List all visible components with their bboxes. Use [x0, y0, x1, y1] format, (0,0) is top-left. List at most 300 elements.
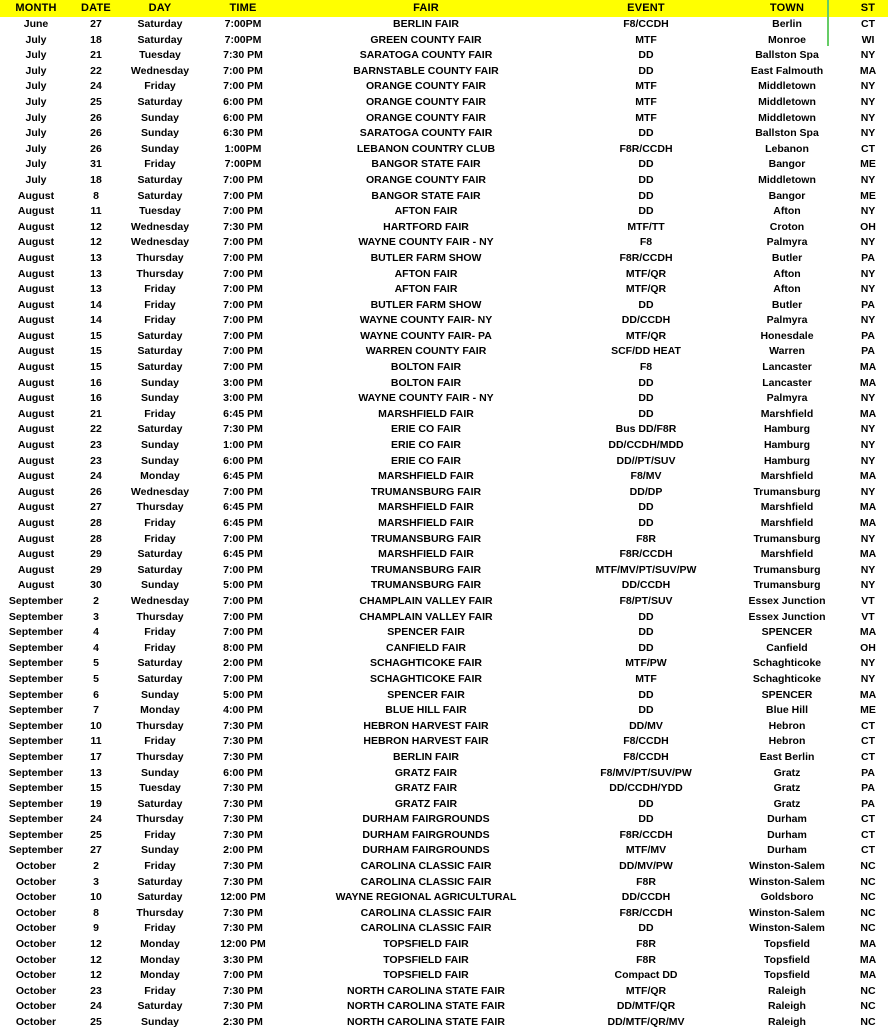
table-row [0, 64, 888, 80]
cell-fair: BUTLER FARM SHOW [370, 298, 482, 311]
table-row [0, 360, 888, 376]
cell-day: Friday [144, 283, 176, 296]
cell-event: F8/MV [630, 470, 662, 483]
cell-day: Saturday [137, 423, 183, 436]
cell-event: DD/MV [629, 719, 663, 732]
cell-time: 7:30 PM [223, 828, 263, 841]
cell-event: DD [638, 298, 654, 311]
table-row [0, 235, 888, 251]
cell-fair: BOLTON FAIR [390, 361, 462, 374]
table-header-row [0, 0, 888, 17]
cell-event: F8R/CCDH [619, 906, 673, 919]
cell-month: August [17, 579, 55, 592]
cell-month: August [17, 407, 55, 420]
cell-month: October [15, 860, 57, 873]
cell-day: Sunday [141, 127, 179, 140]
cell-month: July [25, 127, 47, 140]
cell-st: NY [860, 392, 876, 405]
cell-day: Saturday [137, 672, 183, 685]
column-header-town: TOWN [726, 0, 848, 17]
cell-fair: GRATZ FAIR [394, 782, 458, 795]
cell-town: East Falmouth [750, 64, 824, 77]
cell-event: DD/CCDH/YDD [609, 782, 683, 795]
cell-date: 13 [90, 267, 102, 280]
cell-fair: BOLTON FAIR [390, 376, 462, 389]
cell-event: MTF/PW [625, 657, 667, 670]
cell-time: 7:00PM [224, 158, 262, 171]
cell-st: NY [860, 485, 876, 498]
cell-month: July [25, 95, 47, 108]
cell-month: August [17, 251, 55, 264]
cell-fair: TOPSFIELD FAIR [383, 969, 469, 982]
cell-event: F8R [636, 875, 656, 888]
cell-town: Hebron [768, 735, 806, 748]
cell-day: Wednesday [130, 236, 190, 249]
cell-date: 28 [90, 517, 102, 529]
table-row [0, 438, 888, 454]
cell-day: Thursday [136, 750, 184, 763]
cell-fair: MARSHFIELD FAIR [378, 407, 474, 420]
cell-date: 14 [90, 298, 102, 311]
cell-time: 7:30 PM [223, 813, 263, 826]
cell-event: MTF/QR [625, 283, 667, 296]
column-header-time: TIME [200, 0, 286, 17]
cell-town: Essex Junction [748, 610, 826, 623]
cell-st: OH [860, 220, 876, 233]
cell-fair: GRATZ FAIR [394, 766, 458, 779]
cell-month: September [8, 828, 64, 841]
cell-month: September [8, 626, 64, 639]
cell-event: DD [638, 501, 654, 514]
cell-event: DD [638, 64, 654, 77]
cell-time: 7:00 PM [223, 485, 263, 498]
cell-day: Sunday [141, 688, 179, 701]
cell-event: F8R/CCDH [619, 251, 673, 264]
cell-day: Friday [144, 532, 176, 545]
cell-time: 7:30 PM [223, 220, 263, 233]
table-row [0, 688, 888, 704]
cell-month: August [17, 563, 55, 576]
cell-date: 12 [90, 236, 102, 249]
cell-day: Saturday [137, 18, 183, 30]
cell-st: CT [861, 18, 875, 30]
cell-time: 7:30 PM [223, 719, 263, 732]
cell-fair: BANGOR STATE FAIR [371, 158, 481, 171]
cell-day: Saturday [137, 361, 183, 374]
cell-time: 7:30 PM [223, 922, 263, 935]
cell-town: Marshfield [760, 407, 814, 420]
cell-event: Compact DD [614, 969, 678, 982]
cell-event: DD/CCDH [621, 314, 671, 327]
cell-month: September [8, 704, 64, 717]
cell-event: DD [638, 641, 654, 654]
cell-month: August [17, 236, 55, 249]
table-row [0, 781, 888, 797]
cell-fair: WARREN COUNTY FAIR [365, 345, 487, 358]
cell-day: Saturday [137, 563, 183, 576]
table-row [0, 17, 888, 33]
table-row [0, 999, 888, 1015]
cell-town: SPENCER [761, 626, 813, 639]
cell-day: Thursday [136, 251, 184, 264]
cell-town: Durham [767, 844, 807, 857]
column-header-date: DATE [72, 0, 120, 17]
cell-day: Saturday [137, 173, 183, 186]
cell-time: 7:00 PM [223, 610, 263, 623]
cell-fair: GREEN COUNTY FAIR [370, 33, 482, 46]
cell-day: Friday [144, 314, 176, 327]
table-row [0, 656, 888, 672]
cell-event: DD [638, 376, 654, 389]
cell-time: 7:00 PM [223, 532, 263, 545]
cell-town: Hamburg [763, 439, 811, 452]
table-row [0, 391, 888, 407]
cell-date: 18 [90, 173, 102, 186]
cell-month: August [17, 220, 55, 233]
cell-fair: WAYNE COUNTY FAIR- PA [360, 329, 492, 342]
table-row [0, 750, 888, 766]
cell-town: Palmyra [766, 236, 808, 249]
table-row [0, 766, 888, 782]
cell-st: OH [860, 641, 876, 654]
cell-month: August [17, 439, 55, 452]
cell-time: 6:45 PM [223, 470, 263, 483]
cell-town: Essex Junction [748, 594, 826, 607]
cell-town: Trumansburg [753, 563, 821, 576]
cell-time: 7:00 PM [223, 80, 263, 93]
cell-event: F8 [639, 236, 653, 249]
column-header-event: EVENT [566, 0, 726, 17]
cell-fair: DURHAM FAIRGROUNDS [362, 844, 490, 857]
cell-date: 5 [93, 657, 99, 670]
cell-event: DD/CCDH/MDD [608, 439, 684, 452]
cell-date: 13 [90, 283, 102, 296]
cell-date: 27 [90, 844, 102, 857]
cell-town: Bangor [768, 189, 806, 202]
cell-fair: ORANGE COUNTY FAIR [366, 173, 486, 186]
cell-day: Friday [144, 298, 176, 311]
cell-day: Saturday [137, 875, 183, 888]
cell-date: 12 [90, 969, 102, 982]
cell-event: DD [638, 704, 654, 717]
cell-fair: NORTH CAROLINA STATE FAIR [347, 1016, 505, 1028]
cell-month: August [17, 345, 55, 358]
cell-st: NY [860, 49, 876, 62]
cell-fair: MARSHFIELD FAIR [378, 470, 474, 483]
cell-town: Topsfield [764, 953, 810, 966]
cell-fair: ORANGE COUNTY FAIR [366, 111, 486, 124]
cell-town: Blue Hill [765, 704, 808, 717]
cell-fair: AFTON FAIR [394, 283, 458, 296]
cell-time: 7:00 PM [223, 361, 263, 374]
cell-date: 22 [90, 64, 102, 77]
table-row [0, 126, 888, 142]
cell-event: MTF [635, 672, 657, 685]
cell-fair: TOPSFIELD FAIR [383, 938, 469, 951]
cell-day: Thursday [136, 906, 184, 919]
cell-st: MA [859, 376, 877, 389]
cell-date: 29 [90, 548, 102, 561]
cell-event: DD/CCDH [621, 579, 671, 592]
column-header-day: DAY [120, 0, 200, 17]
table-row [0, 79, 888, 95]
cell-time: 6:45 PM [223, 407, 263, 420]
table-row [0, 282, 888, 298]
cell-event: DD [638, 626, 654, 639]
cell-st: NY [860, 454, 876, 467]
cell-month: September [8, 797, 64, 810]
table-row [0, 516, 888, 532]
cell-month: July [25, 173, 47, 186]
cell-event: DD [638, 688, 654, 701]
cell-day: Wednesday [130, 594, 190, 607]
cell-st: MA [859, 407, 877, 420]
cell-month: October [15, 969, 57, 982]
cell-event: DD/DP [629, 485, 663, 498]
table-row [0, 968, 888, 984]
cell-event: DD [638, 205, 654, 218]
cell-time: 2:00 PM [223, 844, 263, 857]
cell-date: 12 [90, 220, 102, 233]
cell-fair: MARSHFIELD FAIR [378, 548, 474, 561]
cell-date: 21 [90, 49, 102, 62]
cell-st: CT [861, 719, 875, 732]
cell-fair: NORTH CAROLINA STATE FAIR [347, 1000, 505, 1013]
cell-day: Wednesday [130, 64, 190, 77]
cell-day: Thursday [136, 501, 184, 514]
cell-event: DD [638, 797, 654, 810]
cell-town: Lancaster [762, 361, 812, 374]
table-row [0, 610, 888, 626]
cell-time: 7:30 PM [223, 860, 263, 873]
cell-event: F8/PT/SUV [619, 594, 673, 607]
table-row [0, 469, 888, 485]
cell-date: 26 [90, 127, 102, 140]
cell-town: Monroe [768, 33, 806, 46]
cell-day: Sunday [141, 111, 179, 124]
cell-town: Middletown [758, 173, 816, 186]
cell-time: 1:00PM [224, 142, 262, 155]
cell-st: NC [860, 1000, 876, 1013]
cell-time: 3:00 PM [223, 392, 263, 405]
cell-st: NY [860, 532, 876, 545]
cell-date: 14 [90, 314, 102, 327]
cell-event: DD [638, 813, 654, 826]
cell-month: July [25, 64, 47, 77]
table-row [0, 532, 888, 548]
cell-town: Winston-Salem [749, 922, 825, 935]
cell-month: September [8, 688, 64, 701]
cell-date: 17 [90, 750, 102, 763]
table-row [0, 734, 888, 750]
cell-time: 6:00 PM [223, 95, 263, 108]
cell-fair: MARSHFIELD FAIR [378, 517, 474, 529]
cell-date: 26 [90, 111, 102, 124]
cell-time: 4:00 PM [223, 704, 263, 717]
cell-day: Saturday [137, 95, 183, 108]
cell-event: MTF/MV/PT/SUV/PW [595, 563, 697, 576]
cell-fair: BUTLER FARM SHOW [370, 251, 482, 264]
cell-day: Monday [140, 470, 180, 483]
cell-fair: BERLIN FAIR [393, 750, 459, 763]
cell-time: 7:00PM [224, 33, 262, 46]
cell-date: 9 [93, 922, 99, 935]
table-row [0, 204, 888, 220]
cell-time: 7:30 PM [223, 875, 263, 888]
cell-month: July [25, 33, 47, 46]
cell-fair: TRUMANSBURG FAIR [370, 485, 482, 498]
cell-event: DD [638, 392, 654, 405]
cell-time: 7:30 PM [223, 49, 263, 62]
cell-event: SCF/DD HEAT [611, 345, 681, 358]
cell-time: 7:00PM [224, 18, 262, 30]
cell-town: Afton [773, 205, 801, 218]
cell-date: 23 [90, 984, 102, 997]
table-row [0, 142, 888, 158]
cell-date: 28 [90, 532, 102, 545]
cell-month: September [8, 782, 64, 795]
cell-town: Winston-Salem [749, 875, 825, 888]
cell-month: August [17, 283, 55, 296]
cell-time: 12:00 PM [220, 891, 266, 904]
cell-st: NY [860, 173, 876, 186]
cell-month: October [15, 891, 57, 904]
cell-day: Monday [140, 969, 180, 982]
cell-time: 7:30 PM [223, 423, 263, 436]
cell-date: 2 [93, 860, 99, 873]
cell-month: August [17, 517, 55, 529]
cell-day: Thursday [136, 813, 184, 826]
cell-event: F8R/CCDH [619, 548, 673, 561]
cell-time: 7:00 PM [223, 236, 263, 249]
table-row [0, 953, 888, 969]
cell-town: East Berlin [759, 750, 815, 763]
cell-fair: TRUMANSBURG FAIR [370, 563, 482, 576]
cell-fair: TRUMANSBURG FAIR [370, 532, 482, 545]
table-row [0, 298, 888, 314]
cell-st: NY [860, 439, 876, 452]
cell-st: CT [861, 813, 875, 826]
cell-st: NY [860, 205, 876, 218]
cell-month: September [8, 813, 64, 826]
cell-town: Honesdale [760, 329, 814, 342]
cell-event: MTF/TT [627, 220, 665, 233]
table-row [0, 344, 888, 360]
cell-fair: ERIE CO FAIR [390, 439, 461, 452]
cell-day: Sunday [141, 579, 179, 592]
cell-date: 4 [93, 626, 99, 639]
cell-time: 7:00 PM [223, 283, 263, 296]
cell-event: F8R [636, 938, 656, 951]
table-row [0, 641, 888, 657]
table-row [0, 797, 888, 813]
cell-time: 7:00 PM [223, 205, 263, 218]
cell-town: Marshfield [760, 470, 814, 483]
cell-town: Durham [767, 813, 807, 826]
cell-town: Afton [773, 283, 801, 296]
cell-town: Hamburg [763, 454, 811, 467]
cell-date: 12 [90, 938, 102, 951]
cell-fair: SCHAGHTICOKE FAIR [369, 672, 482, 685]
cell-day: Saturday [137, 548, 183, 561]
cell-fair: CAROLINA CLASSIC FAIR [360, 860, 492, 873]
cell-date: 21 [90, 407, 102, 420]
cell-town: Trumansburg [753, 532, 821, 545]
cell-st: NY [860, 127, 876, 140]
cell-fair: DURHAM FAIRGROUNDS [362, 813, 490, 826]
cell-event: DD [638, 407, 654, 420]
cell-st: NY [860, 283, 876, 296]
cell-town: Raleigh [768, 984, 806, 997]
cell-date: 18 [90, 33, 102, 46]
cell-st: ME [860, 158, 876, 171]
cell-fair: SPENCER FAIR [387, 688, 465, 701]
cell-month: July [25, 49, 47, 62]
cell-time: 7:30 PM [223, 797, 263, 810]
cell-day: Friday [144, 860, 176, 873]
cell-st: NY [860, 111, 876, 124]
cell-st: NY [860, 423, 876, 436]
cell-town: Palmyra [766, 392, 808, 405]
cell-st: NY [860, 563, 876, 576]
cell-time: 12:00 PM [220, 938, 266, 951]
table-row [0, 875, 888, 891]
cell-month: October [15, 906, 57, 919]
cell-town: Goldsboro [760, 891, 814, 904]
cell-fair: HEBRON HARVEST FAIR [363, 735, 489, 748]
cell-st: NY [860, 314, 876, 327]
cell-day: Tuesday [139, 205, 181, 218]
table-row [0, 189, 888, 205]
cell-fair: TOPSFIELD FAIR [383, 953, 469, 966]
cell-st: MA [859, 470, 877, 483]
cell-time: 5:00 PM [223, 688, 263, 701]
cell-event: MTF [635, 111, 657, 124]
cell-date: 19 [90, 797, 102, 810]
cell-time: 7:30 PM [223, 906, 263, 919]
cell-town: Schaghticoke [752, 672, 822, 685]
cell-date: 15 [90, 361, 102, 374]
cell-day: Saturday [137, 657, 183, 670]
cell-st: CT [861, 750, 875, 763]
cell-time: 7:00 PM [223, 251, 263, 264]
table-row [0, 500, 888, 516]
cell-town: Trumansburg [753, 579, 821, 592]
cell-fair: LEBANON COUNTRY CLUB [356, 142, 496, 155]
cell-month: September [8, 719, 64, 732]
table-row [0, 422, 888, 438]
cell-date: 25 [90, 828, 102, 841]
cell-town: Middletown [758, 80, 816, 93]
cell-fair: MARSHFIELD FAIR [378, 501, 474, 514]
table-row [0, 33, 888, 49]
cell-st: CT [861, 828, 875, 841]
cell-date: 3 [93, 610, 99, 623]
cell-event: F8R [636, 953, 656, 966]
cell-event: DD [638, 49, 654, 62]
cell-fair: NORTH CAROLINA STATE FAIR [347, 984, 505, 997]
cell-time: 7:00 PM [223, 173, 263, 186]
cell-fair: BLUE HILL FAIR [385, 704, 467, 717]
cell-town: Middletown [758, 95, 816, 108]
cell-day: Monday [140, 704, 180, 717]
cell-day: Friday [144, 735, 176, 748]
cell-month: August [17, 329, 55, 342]
cell-time: 7:30 PM [223, 984, 263, 997]
cell-town: Marshfield [760, 517, 814, 529]
cell-time: 7:00 PM [223, 626, 263, 639]
cell-day: Friday [144, 828, 176, 841]
